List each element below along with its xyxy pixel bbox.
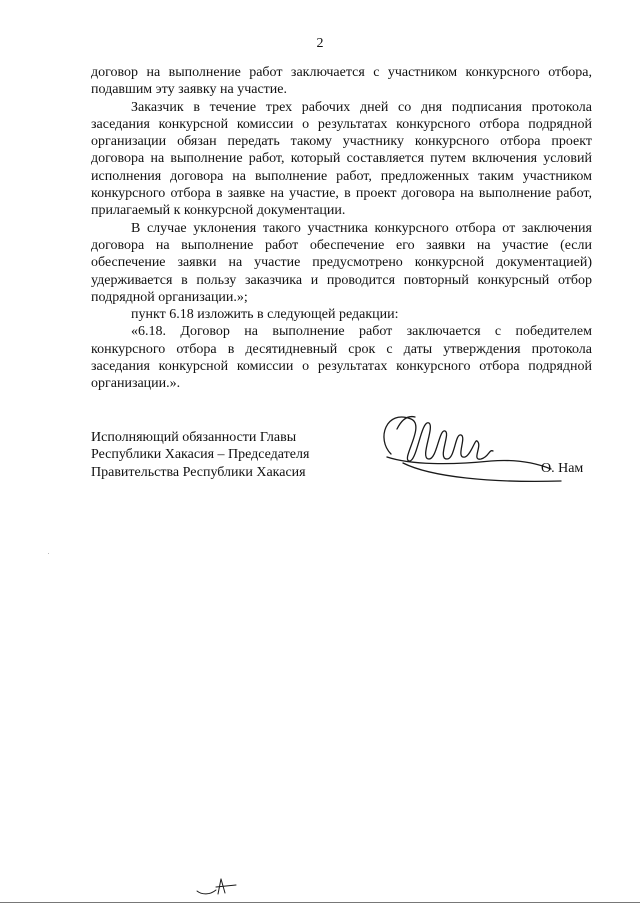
page-number: 2 xyxy=(316,36,324,51)
signer-name: О. Нам xyxy=(541,461,584,476)
paragraph-2: Заказчик в течение трех рабочих дней со дня подписания протокола заседания конкурсной комиссии о результатах конкурсного отбора подрядной организации обязан передать такому участнику конкурсного отбора проект договора на выполнение работ, который составляется путем включения условий исполнения договора на выполнение работ, предложенных таким участником конкурсного отбора в заявке на участие, в проект договора на выполнение работ, прилагаемый к конкурсной документации. xyxy=(91,99,592,219)
paragraph-1: договор на выполнение работ заключается с участником конкурсного отбора, подавшим эту заявку на участие. xyxy=(91,65,592,98)
page-initials xyxy=(194,876,244,898)
signer-title-line-2: Республики Хакасия – Председателя xyxy=(91,447,310,463)
document-body xyxy=(91,64,592,393)
paragraph-5: «6.18. Договор на выполнение работ заключается с победителем конкурсного отбора в десятидневный срок с даты утверждения протокола заседания конкурсной комиссии о результатах конкурсного отбора подрядной организации.». xyxy=(91,324,592,392)
signer-title xyxy=(91,429,309,481)
paragraph-3: В случае уклонения такого участника конкурсного отбора от заключения договора на выполнение работ обеспечение его заявки на участие (если обеспечение заявки на участие предусмотрено конкурсной документацией) удерживается в пользу заказчика и проводится повторный конкурсный отбор подрядной организации.»; xyxy=(91,220,592,305)
bottom-edge-line xyxy=(0,902,640,903)
paragraph-4: пункт 6.18 изложить в следующей редакции: xyxy=(131,307,399,323)
signer-title-line-1: Исполняющий обязанности Главы xyxy=(91,430,297,445)
signature-block xyxy=(91,429,592,499)
signer-title-line-3: Правительства Республики Хакасия xyxy=(91,464,306,480)
scan-artifact xyxy=(48,553,49,554)
